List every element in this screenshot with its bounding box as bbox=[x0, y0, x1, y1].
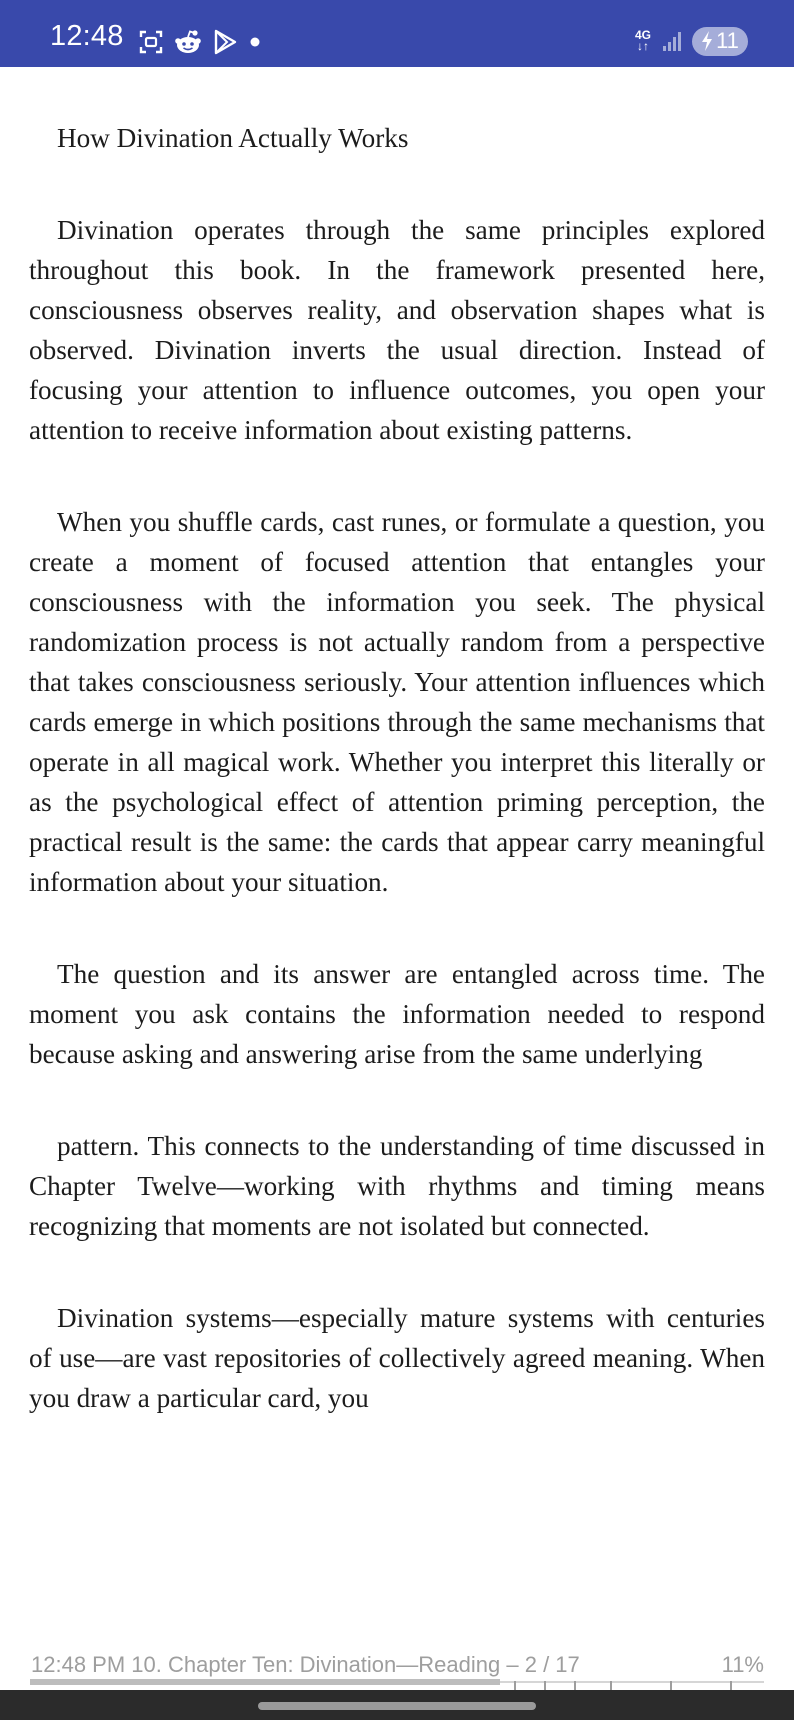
footer-percent: 11% bbox=[721, 1652, 764, 1677]
network-activity-arrows: ↓↑ bbox=[637, 39, 649, 53]
screenshot-icon bbox=[138, 29, 164, 55]
navigation-bar bbox=[0, 1690, 794, 1720]
status-bar bbox=[0, 0, 794, 67]
paragraph: The question and its answer are entangled across time. The moment you ask contains the information needed to respond because asking and answering arise from the same underlying bbox=[29, 959, 765, 1069]
footer-info bbox=[31, 1652, 580, 1678]
footer-clock: 12:48 PM bbox=[31, 1652, 126, 1677]
bolt-icon bbox=[701, 31, 713, 51]
notification-icons bbox=[138, 27, 262, 57]
reader-footer bbox=[0, 1648, 794, 1680]
paragraph: Divination operates through the same principles explored throughout this book. In the framework presented here, consciousness observes reality, and observation shapes what is observed. Divination inverts the usual direction. Instead of focusing your attention to influence outcomes, you open your attention to receive information about existing patterns. bbox=[29, 215, 765, 445]
paragraph: pattern. This connects to the understanding of time discussed in Chapter Twelve—working with rhythms and timing means recognizing that moments are not isolated but connected. bbox=[29, 1131, 765, 1241]
status-time: 12:48 bbox=[50, 20, 124, 52]
signal-icon bbox=[662, 30, 684, 52]
reading-page[interactable] bbox=[29, 100, 765, 1470]
network-type-label: 4G bbox=[634, 28, 651, 42]
battery-level: 11 bbox=[716, 28, 739, 53]
reading-progress-bar[interactable] bbox=[30, 1681, 764, 1683]
network-type-icon bbox=[632, 30, 654, 52]
reddit-icon bbox=[174, 29, 202, 55]
footer-separator: – bbox=[506, 1652, 519, 1677]
paragraph: When you shuffle cards, cast runes, or formulate a question, you create a moment of focused attention that entangles your consciousness with the information you seek. The physical randomization process is not actually random from a perspective that takes consciousness seriously. Your attention influences which cards emerge in which positions through the same mechanisms that operate in all magical work. Whether you interpret this literally or as the psychological effect of attention priming perception, the practical result is the same: the cards that appear carry meaningful information about your situation. bbox=[29, 507, 765, 897]
play-store-icon bbox=[212, 28, 238, 56]
footer-page-position: 2 / 17 bbox=[524, 1652, 580, 1677]
section-heading: How Divination Actually Works bbox=[57, 123, 409, 153]
home-gesture-handle[interactable] bbox=[258, 1702, 536, 1710]
footer-chapter-title: 10. Chapter Ten: Divination—Reading bbox=[131, 1652, 501, 1677]
paragraph: Divination systems—especially mature systems with centuries of use—are vast repositories of collectively agreed meaning. When you draw a particular card, you bbox=[29, 1303, 765, 1413]
system-icons bbox=[632, 26, 748, 56]
reading-progress-fill bbox=[30, 1679, 500, 1685]
battery-charging-icon bbox=[692, 27, 748, 56]
notification-dot-icon bbox=[248, 35, 262, 49]
